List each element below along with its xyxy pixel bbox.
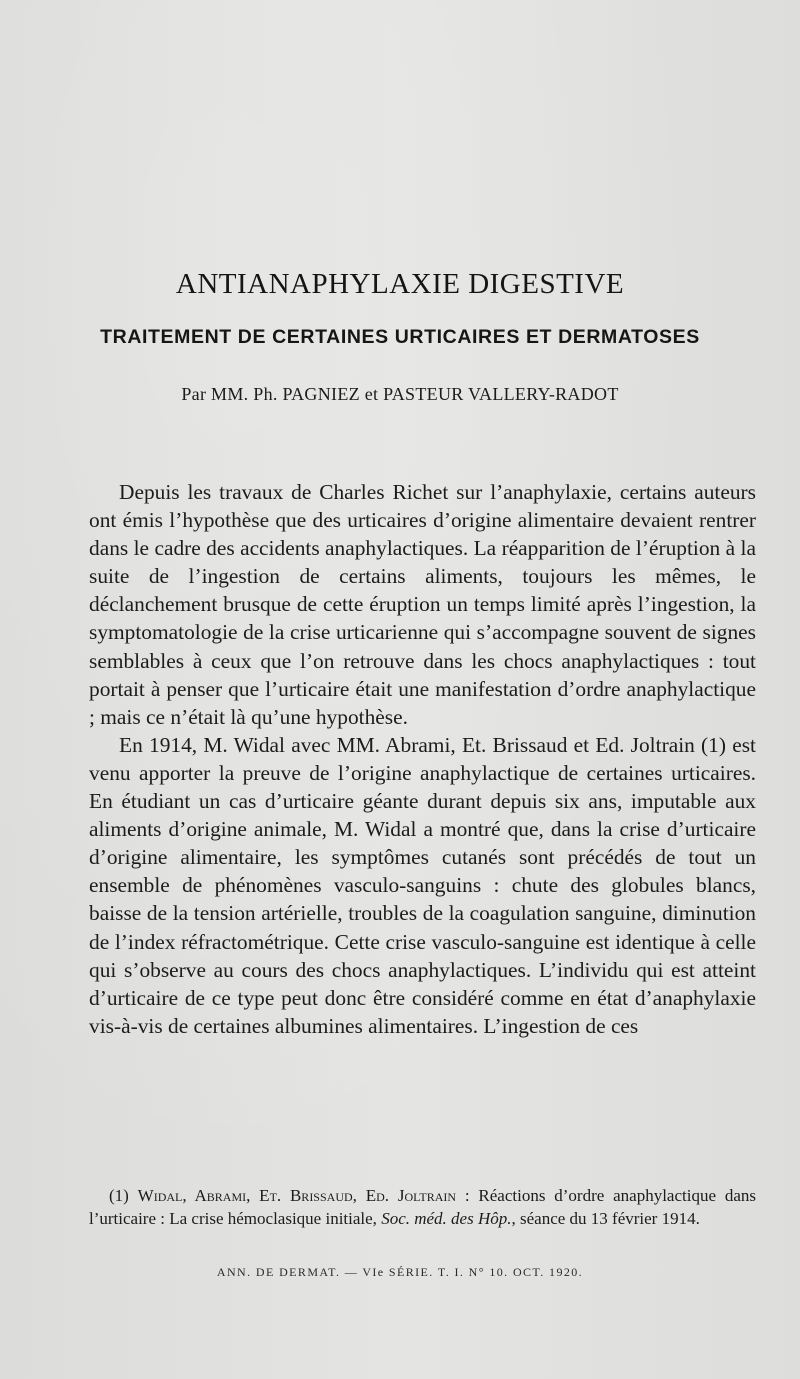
article-body bbox=[89, 478, 756, 1040]
footnote bbox=[89, 1185, 756, 1230]
paragraph-2: En 1914, M. Widal avec MM. Abrami, Et. Brissaud et Ed. Joltrain (1) est venu apporter la preuve de l’origine anaphylactique de certaines urticaires. En étudiant un cas d’urticaire géante durant depuis six ans, imputable aux aliments d’origine animale, M. Widal a montré que, dans la crise d’urticaire d’origine alimentaire, les symptômes cutanés sont précédés de tout un ensemble de phénomènes vasculo-sanguins : chute des globules blancs, baisse de la tension artérielle, troubles de la coagulation sanguine, diminution de l’index réfractométrique. Cette crise vasculo-sanguine est identique à celle qui s’observe au cours des chocs anaphylactiques. L’individu qui est atteint d’urticaire de ce type peut donc être considéré comme en état d’anaphylaxie vis-à-vis de certaines albumines alimentaires. L’ingestion de ces bbox=[89, 732, 756, 1038]
article-title: ANTIANAPHYLAXIE DIGESTIVE bbox=[175, 268, 625, 300]
paragraph-1: Depuis les travaux de Charles Richet sur l’anaphylaxie, certains auteurs ont émis l’hypothèse que des urticaires d’origine alimentaire devaient rentrer dans le cadre des accidents anaphylactiques. La réapparition de l’éruption à la suite de l’ingestion de certains aliments, toujours les mêmes, le déclanchement brusque de cette éruption un temps limité après l’ingestion, la symptomatologie de la crise urticarienne qui s’accompagne souvent de signes semblables à ceux que l’on retrouve dans les chocs anaphylactiques : tout portait à penser que l’urticaire était une manifestation d’ordre anaphylactique ; mais ce n’était là qu’une hypothèse. bbox=[89, 480, 756, 729]
article-authors: Par MM. Ph. PAGNIEZ et PASTEUR VALLERY-RADOT bbox=[181, 384, 619, 404]
footnote-entry bbox=[89, 1185, 756, 1230]
footnote-text: : Réactions d’ordre anaphylactique dans l’urticaire : La crise hémoclasique initiale, bbox=[89, 1186, 756, 1228]
footnote-authors: Widal, Abrami, Et. Brissaud, Ed. Joltrain bbox=[137, 1186, 457, 1205]
footnote-number: (1) bbox=[109, 1186, 129, 1205]
footnote-date: , séance du 13 février 1914. bbox=[511, 1208, 700, 1228]
footnote-journal: Soc. méd. des Hôp. bbox=[381, 1208, 512, 1228]
article-subtitle: TRAITEMENT DE CERTAINES URTICAIRES ET DERMATOSES bbox=[100, 326, 700, 348]
running-footer: ANN. DE DERMAT. — VIe SÉRIE. T. I. N° 10. OCT. 1920. bbox=[216, 1265, 584, 1279]
